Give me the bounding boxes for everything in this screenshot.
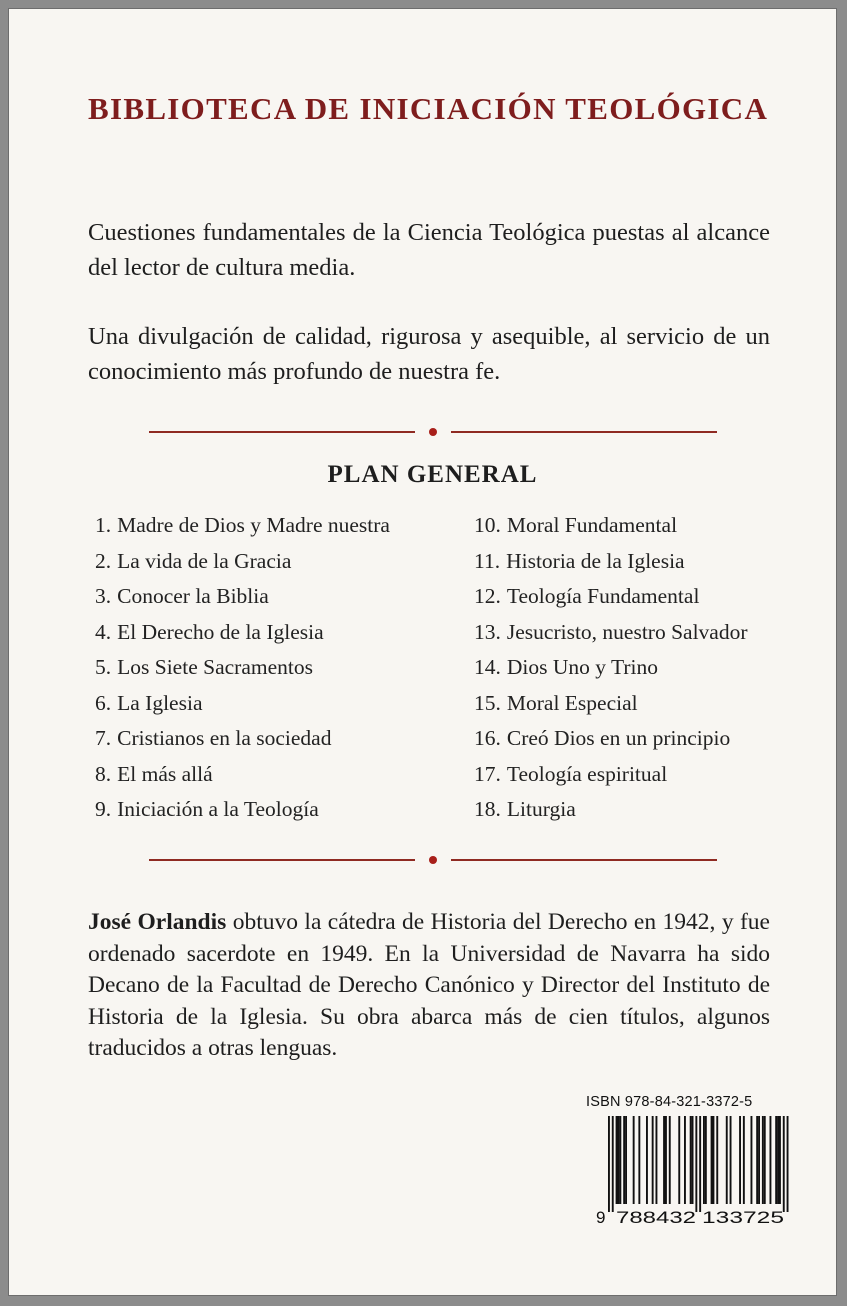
barcode-bar [616, 1116, 618, 1204]
author-bio [88, 907, 770, 1065]
plan-item-number: 18. [474, 797, 501, 821]
plan-item-title: La Iglesia [117, 690, 203, 715]
plan-item [474, 513, 748, 549]
intro-paragraph-2: Una divulgación de calidad, rigurosa y asequible, al servicio de un conocimiento más profundo de nuestra fe. [88, 323, 770, 385]
plan-item [474, 762, 748, 798]
plan-item-title: El más allá [117, 761, 213, 786]
plan-item-title: Dios Uno y Trino [506, 655, 659, 679]
barcode-bar [638, 1116, 640, 1204]
plan-item-title: Moral Especial [506, 690, 638, 715]
plan-item [95, 513, 390, 549]
author-bio-text: obtuvo la cátedra de Historia del Derecho en 1942, y fue ordenado sacerdote en 1949. En la Universidad de Navarra ha sido Decano de la Facultad de Derecho Canónico y Director del Instituto de Historia de la Iglesia. Su obra abarca más de cien títulos, algunos traducidos a otras lenguas. [88, 909, 770, 1061]
barcode-bar [730, 1116, 732, 1204]
barcode-bar [608, 1116, 610, 1212]
plan-item [474, 620, 748, 656]
plan-item-number: 17. [474, 761, 501, 786]
plan-list-right [474, 513, 748, 833]
plan-item-number: 10. [474, 513, 501, 537]
plan-item-number: 3. [95, 584, 112, 608]
barcode-bar [695, 1116, 697, 1212]
barcode-bar [663, 1116, 665, 1204]
plan-item-number: 5. [95, 655, 112, 679]
divider-line [451, 431, 717, 433]
plan-item [95, 549, 390, 585]
plan-item-title: El Derecho de la Iglesia [117, 619, 324, 644]
barcode-bar [684, 1116, 686, 1204]
divider-line [451, 859, 717, 861]
plan-heading: PLAN GENERAL [327, 461, 538, 488]
plan-item-title: Jesucristo, nuestro Salvador [506, 619, 748, 644]
barcode-bar [762, 1116, 764, 1204]
barcode-first-digit: 9 [596, 1208, 606, 1226]
barcode-bar [716, 1116, 718, 1204]
divider-line [149, 859, 415, 861]
barcode-bar [625, 1116, 627, 1204]
barcode-bar [775, 1116, 777, 1204]
plan-item-number: 16. [474, 726, 501, 750]
barcode-bar [777, 1116, 779, 1204]
barcode-bar [699, 1116, 701, 1212]
plan-item [474, 726, 748, 762]
barcode-bar [656, 1116, 658, 1204]
barcode-bar [705, 1116, 707, 1204]
barcode-bar [711, 1116, 713, 1204]
barcode-bar [713, 1116, 715, 1204]
plan-item [95, 584, 390, 620]
plan-item-number: 15. [474, 690, 501, 715]
plan-item-number: 7. [95, 726, 112, 750]
ornamental-divider [149, 425, 717, 439]
author-name: José Orlandis [88, 909, 227, 935]
barcode-bar [779, 1116, 781, 1204]
barcode-bar [756, 1116, 758, 1204]
plan-item-title: Teología espiritual [506, 761, 668, 786]
plan-item [474, 549, 748, 585]
barcode-digits-right: 133725 [702, 1208, 784, 1226]
plan-item-title: Liturgia [506, 797, 576, 821]
barcode-bar [787, 1116, 789, 1212]
plan-item-number: 11. [474, 548, 501, 573]
plan-list-left [95, 513, 390, 833]
barcode-icon [596, 1116, 796, 1226]
isbn-label: ISBN 978-84-321-3372-5 [586, 1094, 753, 1110]
barcode-bar [669, 1116, 671, 1204]
plan-item-number: 8. [95, 761, 112, 786]
barcode-bar [703, 1116, 705, 1204]
plan-item [95, 762, 390, 798]
barcode-bar [758, 1116, 760, 1204]
barcode-bar [739, 1116, 741, 1204]
plan-item-title: Teología Fundamental [506, 584, 700, 608]
plan-item [474, 797, 748, 833]
plan-item-title: Madre de Dios y Madre nuestra [117, 513, 390, 537]
plan-item-title: Iniciación a la Teología [117, 797, 319, 821]
plan-item [95, 620, 390, 656]
plan-item-number: 2. [95, 548, 112, 573]
barcode-bar [770, 1116, 772, 1204]
barcode-bar [623, 1116, 625, 1204]
plan-item [95, 655, 390, 691]
plan-item-title: Cristianos en la sociedad [117, 726, 332, 750]
plan-item [474, 691, 748, 727]
plan-item [95, 726, 390, 762]
barcode-bar [751, 1116, 753, 1204]
barcode-bar [692, 1116, 694, 1204]
plan-item-number: 6. [95, 690, 112, 715]
plan-item-title: Creó Dios en un principio [506, 726, 731, 750]
barcode-bar [743, 1116, 745, 1204]
plan-item [474, 584, 748, 620]
plan-item [95, 797, 390, 833]
plan-item-title: La vida de la Gracia [117, 548, 292, 573]
plan-item-number: 1. [95, 513, 112, 537]
plan-item [474, 655, 748, 691]
plan-item-number: 4. [95, 619, 112, 644]
plan-item-title: Historia de la Iglesia [506, 548, 685, 573]
barcode-bar [690, 1116, 692, 1204]
intro-paragraph-1: Cuestiones fundamentales de la Ciencia Teológica puestas al alcance del lector de cultura media. [88, 219, 770, 281]
divider-dot-icon [429, 428, 437, 436]
back-cover [8, 8, 837, 1296]
barcode-bar [678, 1116, 680, 1204]
barcode-bar [764, 1116, 766, 1204]
barcode-bar [612, 1116, 614, 1212]
series-title: BIBLIOTECA DE INICIACIÓN TEOLÓGICA [88, 91, 769, 126]
barcode-bar [633, 1116, 635, 1204]
barcode-bar [783, 1116, 785, 1212]
plan-item-number: 14. [474, 655, 501, 679]
barcode-bar [665, 1116, 667, 1204]
barcode-bar [618, 1116, 620, 1204]
ornamental-divider [149, 853, 717, 867]
plan-item [95, 691, 390, 727]
barcode-digits-left: 788432 [616, 1208, 696, 1226]
plan-item-number: 13. [474, 619, 501, 644]
barcode-bar [726, 1116, 728, 1204]
barcode-bar [619, 1116, 621, 1204]
plan-item-title: Conocer la Biblia [117, 584, 269, 608]
barcode-bar [652, 1116, 654, 1204]
divider-line [149, 431, 415, 433]
divider-dot-icon [429, 856, 437, 864]
plan-item-number: 12. [474, 584, 501, 608]
plan-item-title: Moral Fundamental [506, 513, 678, 537]
barcode-bar [646, 1116, 648, 1204]
plan-item-title: Los Siete Sacramentos [117, 655, 313, 679]
plan-item-number: 9. [95, 797, 112, 821]
